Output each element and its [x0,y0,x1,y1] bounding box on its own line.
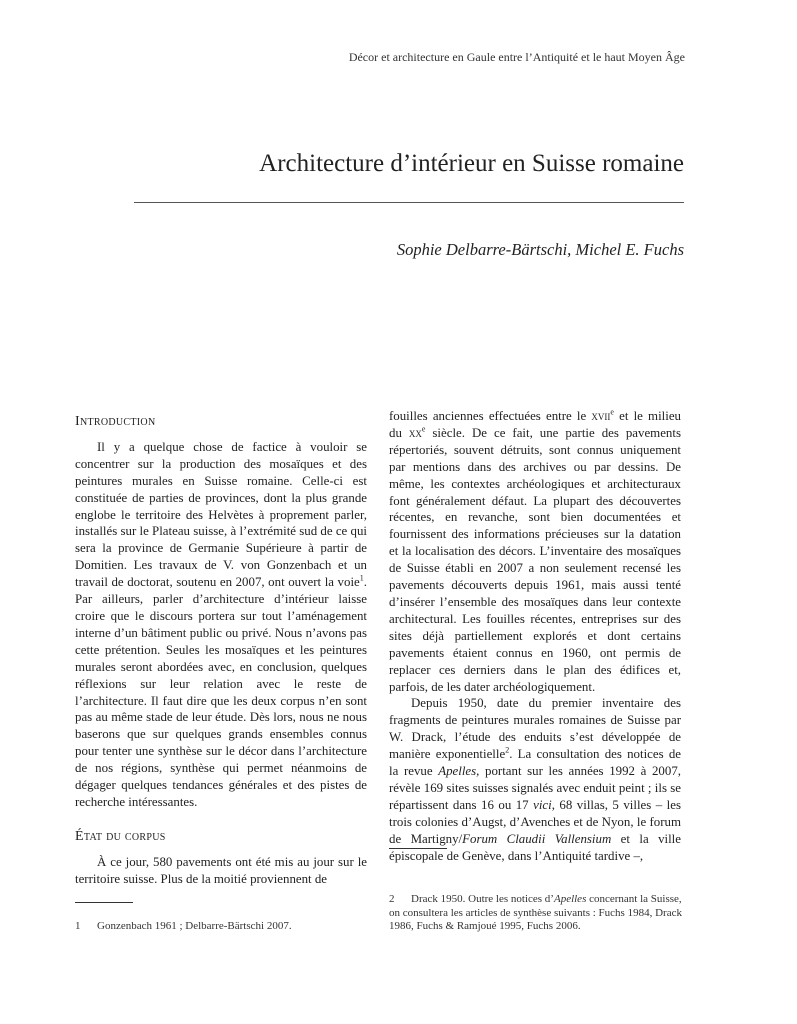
title-rule [134,202,684,203]
section-heading-etat-du-corpus: État du corpus [75,828,166,844]
section-heading-introduction: Introduction [75,414,156,429]
text-e: et la ville épiscopale de Genève, dans l’Antiquité tardive –, [389,831,681,863]
footnote-2 [389,893,685,934]
corpus-paragraph-continued [389,408,681,695]
footnote-text-a: Drack 1950. Outre les notices d’ [411,893,554,905]
article-title: Architecture d’intérieur en Suisse romaine [259,150,684,177]
footnote-ref-2[interactable]: 2 [505,745,510,755]
footnote-text: Gonzenbach 1961 ; Delbarre-Bärtschi 2007. [97,920,292,932]
running-head: Décor et architecture en Gaule entre l’Antiquité et le haut Moyen Âge [348,50,685,64]
footnote-rule-right [389,848,447,849]
footnote-rule-left [75,902,133,903]
ordinal-suffix: e [421,424,426,434]
text-a: fouilles anciennes effectuées entre le [389,409,592,423]
ordinal-suffix: e [610,407,614,417]
text-d: , 68 villas, 5 villes – les trois colonies d’Augst, d’Avenches et de Nyon, le forum de Martigny/ [389,797,681,846]
text-c: portant sur les années 1992 à 2007, révèle 169 sites suisses signalés avec enduit peint ; ils se répartissent dans 16 ou 17 [389,764,681,812]
footnote-number: 2 [389,893,395,905]
term-vici: vici [533,797,552,812]
intro-paragraph [75,439,367,811]
footnote-number: 1 [75,920,81,932]
right-column [389,408,681,864]
corpus-paragraph: À ce jour, 580 pavements ont été mis au jour sur le territoire suisse. Plus de la moitié proviennent de [75,854,367,886]
text-b: et le milieu du [389,409,681,440]
text-b: . La consultation des notices de la revue [389,747,682,779]
footnote-apelles: Apelles [553,893,587,905]
footnote-1 [75,920,367,934]
left-column [75,408,367,888]
roman-numeral-xvii: xvii [591,409,611,423]
journal-title-apelles: Apelles, [438,764,480,779]
footnote-text-b: concernant la Suisse, on consultera les articles de synthèse suivants : Fuchs 1984, Drack 1986, Fuchs & Ramjoué 1995, Fuchs 2006. [389,893,682,932]
peintures-paragraph [389,695,681,864]
text-c: siècle. De ce fait, une partie des pavements répertoriés, souvent détruits, sont connus uniquement par mentions dans des archives ou par dessins. De même, les contextes archéologiques et architecturaux font généralement défaut. La plupart des découvertes récentes, en revanche, sont bien documentées et fournissent des informations précieuses sur la datation et la localisation des décors. L’inventaire des mosaïques de Suisse établi en 2007 a non seulement recensé les pavements découverts depuis 1961, mais aussi tenté d’insérer l’ensemble des mosaïques dans leur contexte architectural. Les fouilles récentes, entreprises sur des sites déjà partiellement explorés et dont certains pavements étaient connus en 1960, ont permis de replacer ces derniers dans le plan des édifices et, parfois, de les dater archéologiquement. [389,425,681,694]
intro-text-b: . Par ailleurs, parler d’architecture d’intérieur laisse croire que le discours portera sur tout l’aménagement interne d’un bâtiment public ou privé. Nous n’avons pas cette prétention. Seules les mosaïques et les peintures murales seront abordées avec, en conclusion, quelques réflexions sur leur relation avec le reste de l’architecture. Il faut dire que les deux corpus n’en sont pas au même stade de leur étude. Dès lors, nous ne nous baserons que sur quelques grands ensembles connus pour tenter une synthèse sur le décor dans l’architecture de nos régions, synthèse qui permet néanmoins de dégager quelques tendances générales et des pistes de recherche intéressantes. [75,575,367,809]
roman-numeral-xx: xx [408,425,422,440]
intro-text-a: Il y a quelque chose de factice à vouloir se concentrer sur la production des mosaïques et des peintures murales en Suisse romaine. Celle-ci est constituée de parties de provinces, dont la plus grande englobe le territoire des Helvètes à proprement parler, installés sur le Plateau suisse, à l’extrémité sud de ce qui sera la province de Germanie Supérieure à partir de Domitien. Les travaux de V. von Gonzenbach et un travail de doctorat, soutenu en 2007, ont ouvert la voie [75,439,367,590]
text-a: Depuis 1950, date du premier inventaire des fragments de peintures murales romaines de Suisse par W. Drack, l’étude des enduits s’est développée de manière exponentielle [389,696,681,762]
footnote-ref-1[interactable]: 1 [359,573,364,583]
authors: Sophie Delbarre-Bärtschi, Michel E. Fuchs [396,240,684,259]
term-forum-claudii: Forum Claudii Vallensium [462,831,612,846]
